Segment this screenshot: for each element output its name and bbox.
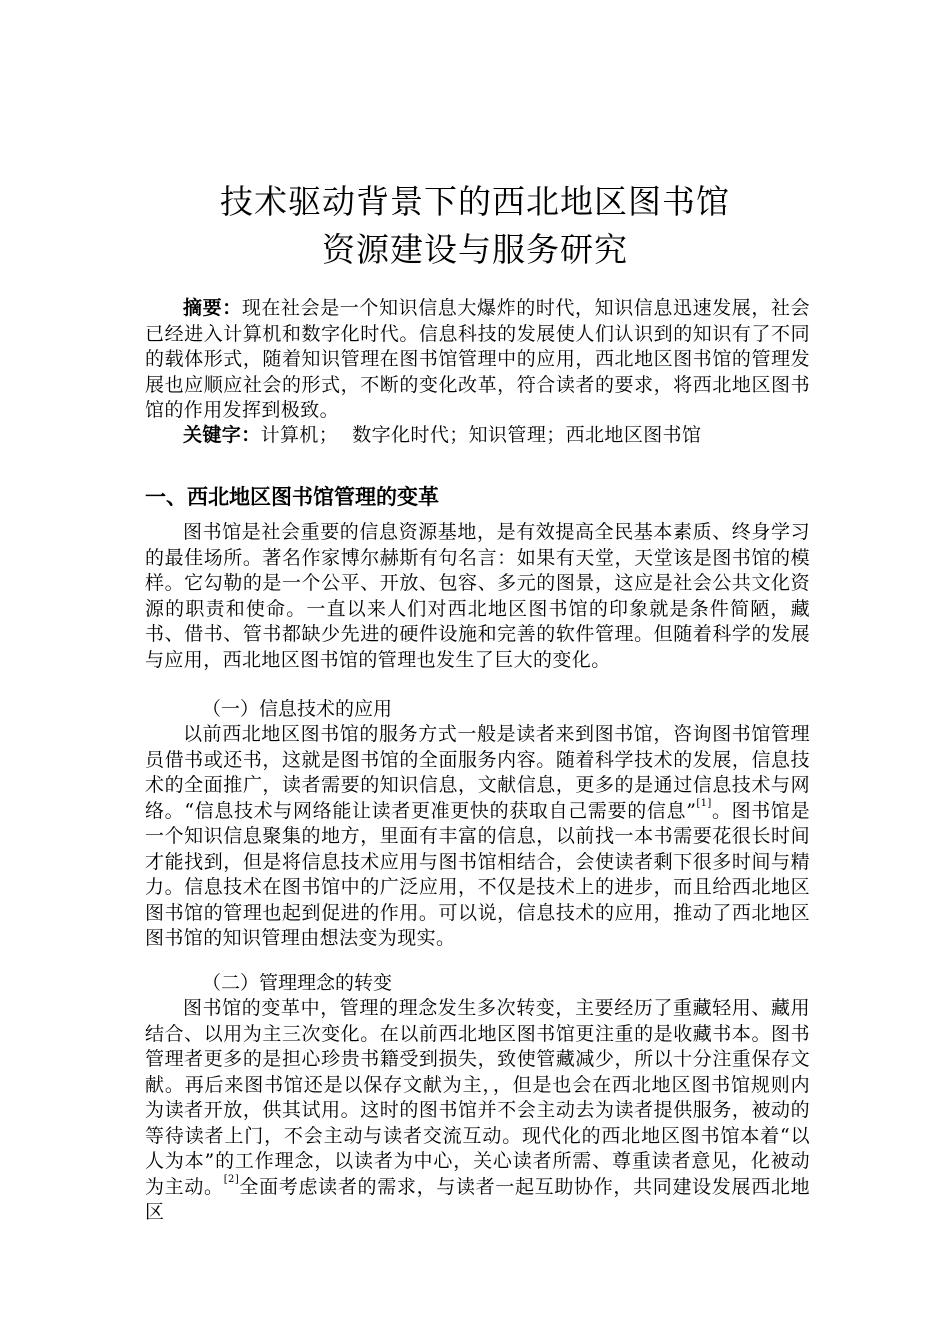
section-heading-1: 一、西北地区图书馆管理的变革 (145, 485, 439, 509)
section-1-paragraph: 图书馆是社会重要的信息资源基地，是有效提高全民基本素质、终身学习的最佳场所。著名作家博尔赫斯有句名言：如果有天堂，天堂该是图书馆的模样。它勾勒的是一个公平、开放、包容、多元的图景，这应是社会公共文化资源的职责和使命。一直以来人们对西北地区图书馆的印象就是条件简陋，藏书、借书、管书都缺少先进的硬件设施和完善的软件管理。但随着科学的发展与应用，西北地区图书馆的管理也发生了巨大的变化。 (145, 521, 810, 671)
keywords-label: 关键字： (183, 424, 261, 446)
keyword-item: 数字化时代；知识管理；西北地区图书馆 (352, 424, 702, 446)
keywords (145, 423, 810, 449)
keyword-item: 计算机； (260, 424, 339, 446)
citation-ref-1[interactable]: [1] (696, 797, 712, 809)
abstract-label: 摘要： (183, 297, 242, 319)
citation-ref-2[interactable]: [2] (223, 1173, 240, 1185)
subsection-heading-2: （二）管理理念的转变 (202, 972, 393, 994)
paragraph-text: 以前西北地区图书馆的服务方式一般是读者来到图书馆，咨询图书馆管理员借书或还书，这就是图书馆的全面服务内容。随着科学技术的发展，信息技术的全面推广，读者需要的知识信息，文献信息，更多的是通过信息技术与网络。“信息技术与网络能让读者更准更快的获取自己需要的信息” (145, 723, 810, 822)
paragraph-text: 。图书馆是一个知识信息聚集的地方，里面有丰富的信息，以前找一本书需要花很长时间才能找到，但是将信息技术应用与图书馆相结合，会使读者剩下很多时间与精力。信息技术在图书馆中的广泛应用，不仅是技术上的进步，而且给西北地区图书馆的管理也起到促进的作用。可以说，信息技术的应用，推动了西北地区图书馆的知识管理由想法变为现实。 (145, 799, 810, 949)
subsection-heading-1: （一）信息技术的应用 (202, 698, 393, 720)
paper-title-line-1: 技术驱动背景下的西北地区图书馆 (220, 182, 730, 221)
paragraph-text: 图书馆的变革中，管理的理念发生多次转变，主要经历了重藏轻用、藏用结合、以用为主三次变化。在以前西北地区图书馆更注重的是收藏书本。图书管理者更多的是担心珍贵书籍受到损失，致使管藏减少，所以十分注重保存文献。再后来图书馆还是以保存文献为主，，但是也会在西北地区图书馆规则内为读者开放，供其试用。这时的图书馆并不会主动去为读者提供服务，被动的等待读者上门，不会主动与读者交流互动。现代化的西北地区图书馆本着“以人为本”的工作理念，以读者为中心，关心读者所需、尊重读者意见，化被动为主动。 (145, 997, 810, 1198)
paragraph-text: 全面考虑读者的需求，与读者一起互助协作，共同建设发展西北地区 (145, 1175, 810, 1223)
paper-title-line-2: 资源建设与服务研究 (322, 230, 628, 269)
abstract-text: 现在社会是一个知识信息大爆炸的时代，知识信息迅速发展，社会已经进入计算机和数字化时代。信息科技的发展使人们认识到的知识有了不同的载体形式，随着知识管理在图书馆管理中的应用，西北地区图书馆的管理发展也应顺应社会的形式，不断的变化改革，符合读者的要求，将西北地区图书馆的作用发挥到极致。 (145, 297, 811, 421)
subsection-1-paragraph (145, 722, 810, 952)
subsection-2-paragraph (145, 996, 810, 1226)
abstract (145, 296, 810, 424)
